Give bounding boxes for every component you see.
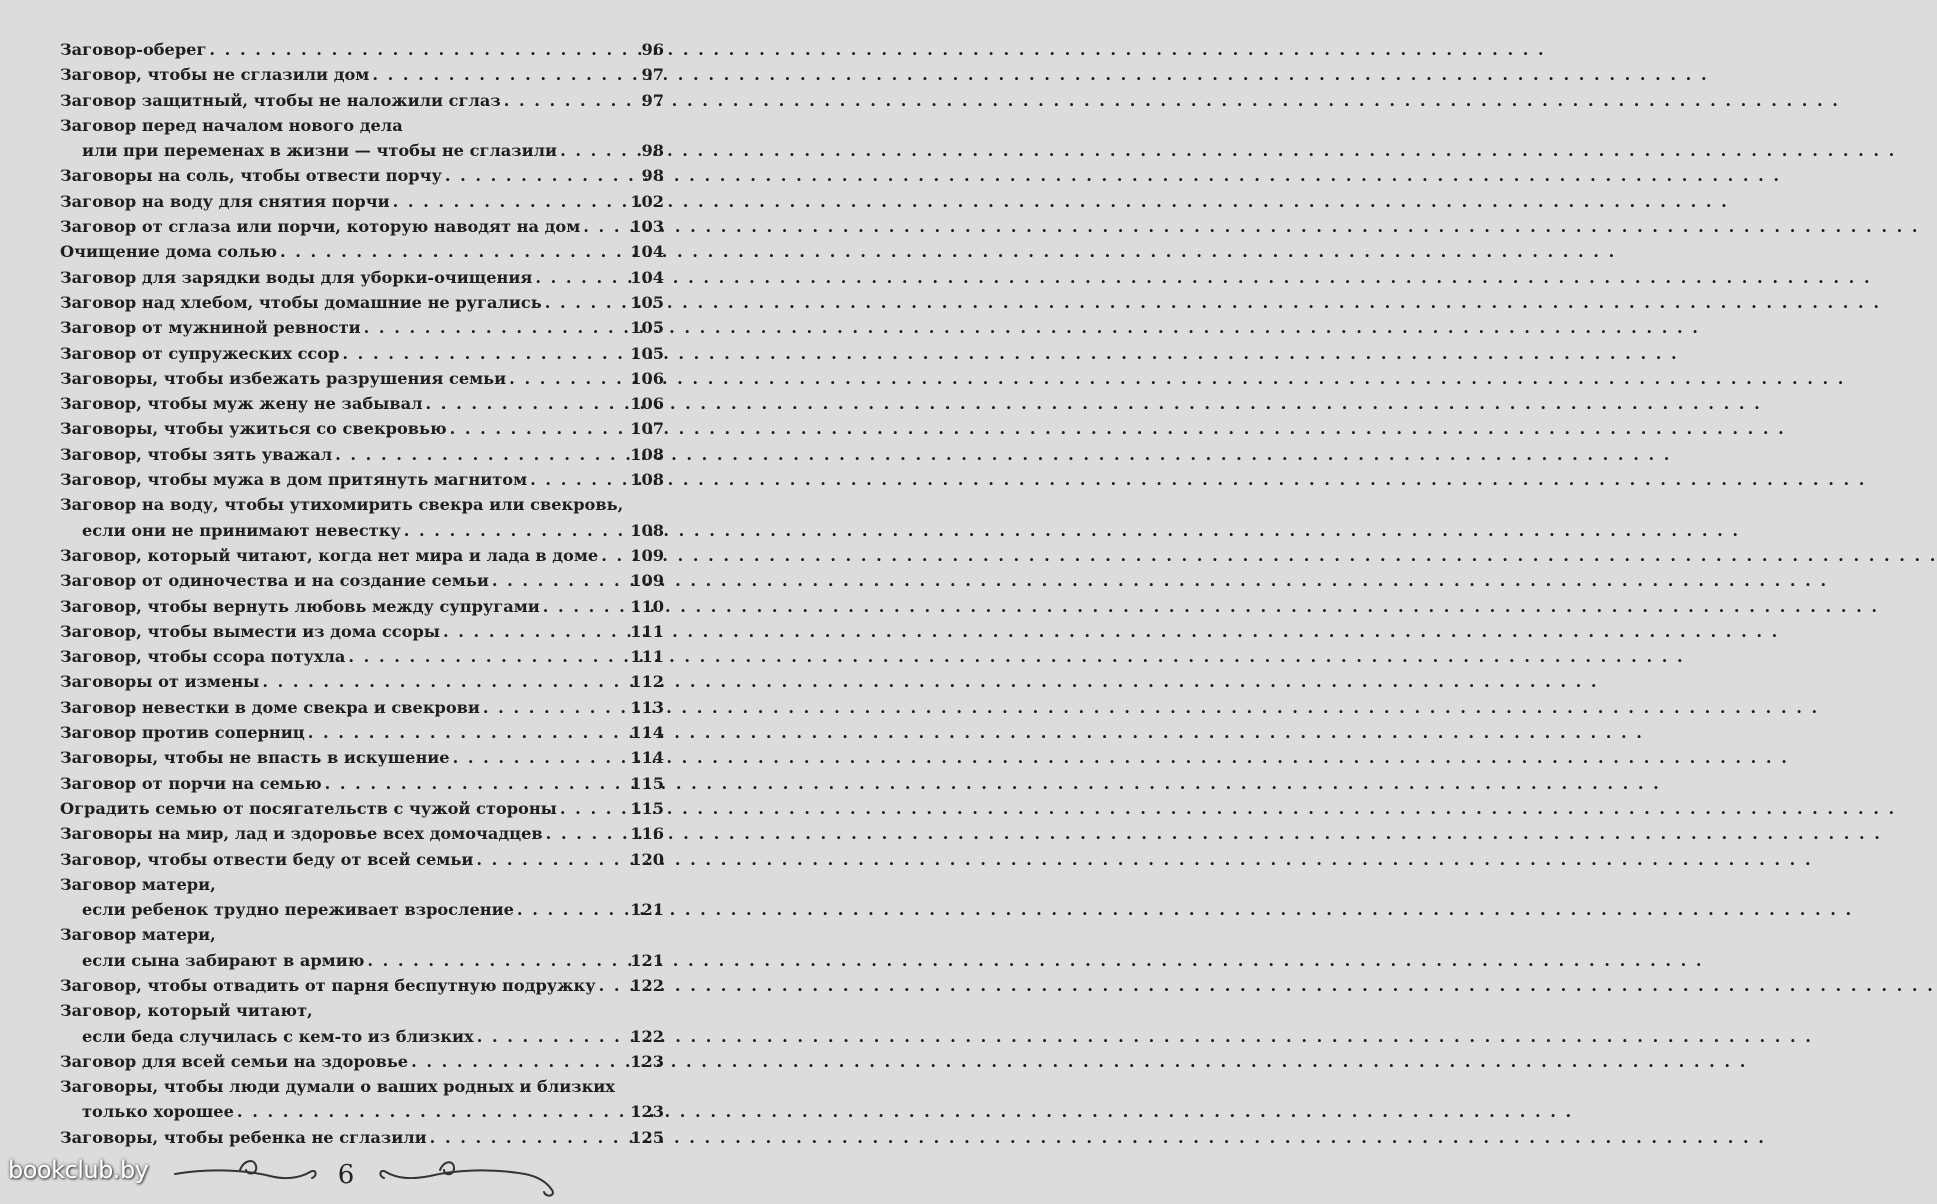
toc-entry — [60, 239, 664, 264]
toc-page-number: 106 — [630, 368, 664, 388]
dot-leader — [517, 897, 627, 922]
toc-entry — [60, 290, 664, 315]
toc-page-number: 104 — [630, 242, 664, 262]
toc-entry — [60, 113, 664, 164]
toc-entry-title: Заговор, чтобы муж жену не забывал — [60, 394, 423, 414]
dot-leader — [445, 163, 639, 188]
dot-leader — [348, 644, 627, 669]
dot-leader — [535, 265, 627, 290]
dot-leader — [367, 948, 627, 973]
toc-entry-line — [60, 189, 664, 214]
dot-leader — [393, 189, 628, 214]
toc-entry-line — [60, 745, 664, 770]
toc-entry — [60, 341, 664, 366]
toc-entry-title: Заговоры на мир, лад и здоровье всех домочадцев — [60, 824, 543, 844]
toc-entry-title: Заговоры от измены — [60, 672, 260, 692]
toc-page-number: 120 — [630, 849, 664, 869]
toc-entry-line — [60, 37, 664, 62]
toc-page-number: 105 — [630, 292, 664, 312]
toc-page-number: 111 — [630, 621, 664, 641]
toc-entry-line — [60, 88, 664, 113]
toc-entry — [60, 189, 664, 214]
dot-leader — [601, 543, 627, 568]
toc-page-number: 105 — [630, 318, 664, 338]
toc-entry-line — [60, 113, 664, 138]
dot-leader — [543, 594, 627, 619]
toc-entry-title: Заговор для всей семьи на здоровье — [60, 1051, 409, 1071]
toc-page-number: 113 — [630, 697, 664, 717]
toc-entry-line — [60, 214, 664, 239]
toc-entry-title: Заговор перед началом нового дела — [60, 115, 403, 135]
toc-page-number: 125 — [630, 1127, 664, 1147]
toc-page-number: 105 — [630, 343, 664, 363]
dot-leader — [280, 239, 627, 264]
toc-entry-title: Заговор, чтобы вымести из дома ссоры — [60, 621, 441, 641]
dot-leader — [443, 619, 627, 644]
toc-entry-line — [60, 771, 664, 796]
toc-entry — [60, 214, 664, 239]
toc-page-number: 109 — [630, 545, 664, 565]
toc-page-number: 102 — [630, 191, 664, 211]
toc-entry — [60, 922, 664, 973]
toc-page-number: 112 — [630, 672, 664, 692]
toc-entry-title: Заговор, который читают, — [60, 1001, 313, 1021]
toc-entry — [60, 1049, 664, 1074]
toc-entry-title: Заговор на воду для снятия порчи — [60, 191, 390, 211]
toc-entry-title: только хорошее — [82, 1102, 234, 1122]
toc-entry — [60, 1125, 664, 1150]
toc-entry-line — [60, 315, 664, 340]
dot-leader — [530, 467, 627, 492]
toc-page-number: 98 — [641, 141, 664, 161]
toc-entry-title: Заговор, чтобы не сглазили дом — [60, 65, 370, 85]
toc-entry-title: Заговор-оберег — [60, 40, 207, 59]
toc-entry-title: Заговор, чтобы отвадить от парня беспутную подружку — [60, 975, 596, 995]
toc-entry-line — [60, 265, 664, 290]
toc-entry-title: Оградить семью от посягательств с чужой стороны — [60, 798, 557, 818]
dot-leader — [599, 973, 628, 998]
toc-entry-line — [60, 973, 664, 998]
dot-leader — [509, 366, 627, 391]
toc-entry-line — [60, 872, 664, 897]
page-footer — [0, 1148, 700, 1204]
toc-entry-line — [60, 619, 664, 644]
dot-leader — [372, 62, 638, 87]
toc-entry-title: Заговор от одиночества и на создание семьи — [60, 571, 489, 591]
toc-page-number: 121 — [630, 900, 664, 920]
toc-entry-line — [60, 644, 664, 669]
toc-entry-line — [60, 163, 664, 188]
toc-entry-title: Заговоры, чтобы ребенка не сглазили — [60, 1127, 427, 1147]
toc-entry-title: если ребенок трудно переживает взросление — [82, 900, 514, 920]
dot-leader — [364, 315, 628, 340]
toc-entry — [60, 62, 664, 87]
toc-page-number: 110 — [630, 596, 664, 616]
toc-page-number: 98 — [641, 166, 664, 186]
toc-page-number: 114 — [630, 748, 664, 768]
toc-entry-title: Заговор на воду, чтобы утихомирить свекра или свекровь, — [60, 495, 624, 515]
dot-leader — [342, 341, 627, 366]
toc-entry-line — [60, 391, 664, 416]
dot-leader — [560, 796, 627, 821]
toc-page-number: 114 — [630, 723, 664, 743]
toc-entry-title: или при переменах в жизни — чтобы не сглазили — [82, 141, 558, 161]
toc-entry-line — [60, 543, 664, 568]
toc-entry — [60, 745, 664, 770]
toc-entry — [60, 594, 664, 619]
toc-entry-title: Заговор, который читают, когда нет мира и лада в доме — [60, 545, 599, 565]
toc-page-number: 97 — [641, 65, 664, 85]
toc-entry-line — [60, 948, 664, 973]
toc-entry-line — [60, 847, 664, 872]
toc-entry-title: Заговор невестки в доме свекра и свекрови — [60, 697, 480, 717]
toc-entry-line — [60, 290, 664, 315]
toc-entry — [60, 669, 664, 694]
toc-entry — [60, 720, 664, 745]
toc-entry-title: Заговоры, чтобы не впасть в искушение — [60, 748, 450, 768]
toc-entry-title: Заговор от мужниной ревности — [60, 318, 361, 338]
page-number: 6 — [337, 1160, 355, 1190]
toc-entry-line — [60, 366, 664, 391]
toc-entry-title: Заговор матери, — [60, 874, 216, 894]
toc-entry-line — [60, 341, 664, 366]
toc-entry-line — [60, 922, 664, 947]
dot-leader — [546, 821, 628, 846]
toc-page-number: 115 — [630, 798, 664, 818]
dot-leader — [209, 37, 638, 62]
table-of-contents — [60, 37, 664, 1150]
toc-entry — [60, 366, 664, 391]
dot-leader — [426, 391, 628, 416]
toc-entry-title: Заговор, чтобы отвести беду от всей семьи — [60, 849, 474, 869]
dot-leader — [545, 290, 627, 315]
toc-entry — [60, 821, 664, 846]
toc-entry — [60, 391, 664, 416]
toc-entry-line — [60, 442, 664, 467]
toc-entry — [60, 771, 664, 796]
toc-entry-line — [60, 594, 664, 619]
toc-page-number: 121 — [630, 950, 664, 970]
toc-page-number: 104 — [630, 267, 664, 287]
dot-leader — [404, 518, 627, 543]
dot-leader — [560, 138, 638, 163]
toc-entry-title: Заговор матери, — [60, 925, 216, 945]
dot-leader — [477, 1024, 628, 1049]
toc-entry-title: Заговор, чтобы ссора потухла — [60, 647, 346, 667]
toc-page-number: 109 — [630, 571, 664, 591]
toc-page-number: 96 — [641, 40, 664, 59]
dot-leader — [325, 771, 628, 796]
toc-entry — [60, 37, 664, 62]
toc-page-number: 108 — [630, 444, 664, 464]
toc-entry-title: Заговоры, чтобы ужиться со свекровью — [60, 419, 447, 439]
toc-entry-title: Очищение дома солью — [60, 242, 277, 262]
toc-entry-title: если беда случилась с кем-то из близких — [82, 1026, 474, 1046]
toc-entry — [60, 163, 664, 188]
dot-leader — [450, 416, 628, 441]
toc-entry — [60, 467, 664, 492]
toc-entry-title: если они не принимают невестку — [82, 520, 401, 540]
toc-page-number: 107 — [630, 419, 664, 439]
dot-leader — [262, 669, 627, 694]
toc-page-number: 123 — [630, 1051, 664, 1071]
toc-entry — [60, 644, 664, 669]
toc-entry-line — [60, 796, 664, 821]
toc-entry-line — [60, 416, 664, 441]
toc-entry-title: Заговор защитный, чтобы не наложили сглаз — [60, 90, 501, 110]
toc-entry — [60, 568, 664, 593]
toc-entry — [60, 315, 664, 340]
toc-entry-title: Заговор от супружеских ссор — [60, 343, 340, 363]
toc-entry — [60, 619, 664, 644]
toc-entry — [60, 492, 664, 543]
toc-entry-line — [60, 62, 664, 87]
toc-entry — [60, 973, 664, 998]
toc-entry-line — [60, 518, 664, 543]
toc-entry-title: Заговор, чтобы вернуть любовь между супругами — [60, 596, 540, 616]
dot-leader — [504, 88, 639, 113]
toc-page-number: 115 — [630, 773, 664, 793]
dot-leader — [453, 745, 628, 770]
dot-leader — [476, 847, 627, 872]
toc-entry-line — [60, 998, 664, 1023]
toc-page-number: 106 — [630, 394, 664, 414]
toc-page-number: 97 — [641, 90, 664, 110]
dot-leader — [308, 720, 628, 745]
toc-entry-title: Заговор от порчи на семью — [60, 773, 322, 793]
toc-entry-line — [60, 568, 664, 593]
toc-page-number: 116 — [630, 824, 664, 844]
toc-entry-title: Заговор от сглаза или порчи, которую наводят на дом — [60, 217, 581, 237]
toc-page-number: 122 — [630, 1026, 664, 1046]
toc-entry — [60, 998, 664, 1049]
toc-entry-title: Заговор, чтобы зять уважал — [60, 444, 333, 464]
dot-leader — [411, 1049, 627, 1074]
toc-entry — [60, 543, 664, 568]
toc-entry-line — [60, 239, 664, 264]
toc-entry — [60, 847, 664, 872]
toc-entry — [60, 265, 664, 290]
dot-leader — [335, 442, 627, 467]
toc-entry — [60, 88, 664, 113]
toc-page-number: 122 — [630, 975, 664, 995]
toc-entry-line — [60, 1099, 664, 1124]
toc-entry-line — [60, 720, 664, 745]
dot-leader — [492, 568, 627, 593]
toc-entry-line — [60, 1024, 664, 1049]
toc-page-number: 123 — [630, 1102, 664, 1122]
toc-entry-title: если сына забирают в армию — [82, 950, 365, 970]
toc-entry — [60, 695, 664, 720]
toc-entry-line — [60, 821, 664, 846]
toc-page-number: 108 — [630, 470, 664, 490]
toc-entry-line — [60, 897, 664, 922]
toc-entry-title: Заговор над хлебом, чтобы домашние не ругались — [60, 292, 542, 312]
toc-entry-title: Заговоры на соль, чтобы отвести порчу — [60, 166, 442, 186]
toc-entry — [60, 416, 664, 441]
dot-leader — [237, 1099, 627, 1124]
toc-entry-line — [60, 1125, 664, 1150]
toc-entry — [60, 1074, 664, 1125]
toc-page-number: 111 — [630, 647, 664, 667]
dot-leader — [583, 214, 627, 239]
toc-entry-line — [60, 695, 664, 720]
toc-entry — [60, 442, 664, 467]
watermark-text: bookclub.by — [8, 1156, 149, 1184]
toc-entry-title: Заговоры, чтобы люди думали о ваших родных и близких — [60, 1077, 615, 1097]
toc-entry-title: Заговор, чтобы мужа в дом притянуть магнитом — [60, 470, 528, 490]
toc-entry-title: Заговоры, чтобы избежать разрушения семьи — [60, 368, 507, 388]
toc-entry-title: Заговор против соперниц — [60, 723, 305, 743]
toc-entry — [60, 872, 664, 923]
dot-leader — [483, 695, 627, 720]
toc-entry-line — [60, 492, 664, 517]
toc-entry-title: Заговор для зарядки воды для уборки-очищения — [60, 267, 533, 287]
toc-page-number: 103 — [630, 217, 664, 237]
toc-entry — [60, 796, 664, 821]
toc-entry-line — [60, 138, 664, 163]
toc-entry-line — [60, 467, 664, 492]
dot-leader — [430, 1125, 628, 1150]
toc-entry-line — [60, 669, 664, 694]
toc-entry-line — [60, 1049, 664, 1074]
toc-page-number: 108 — [630, 520, 664, 540]
toc-entry-line — [60, 1074, 664, 1099]
